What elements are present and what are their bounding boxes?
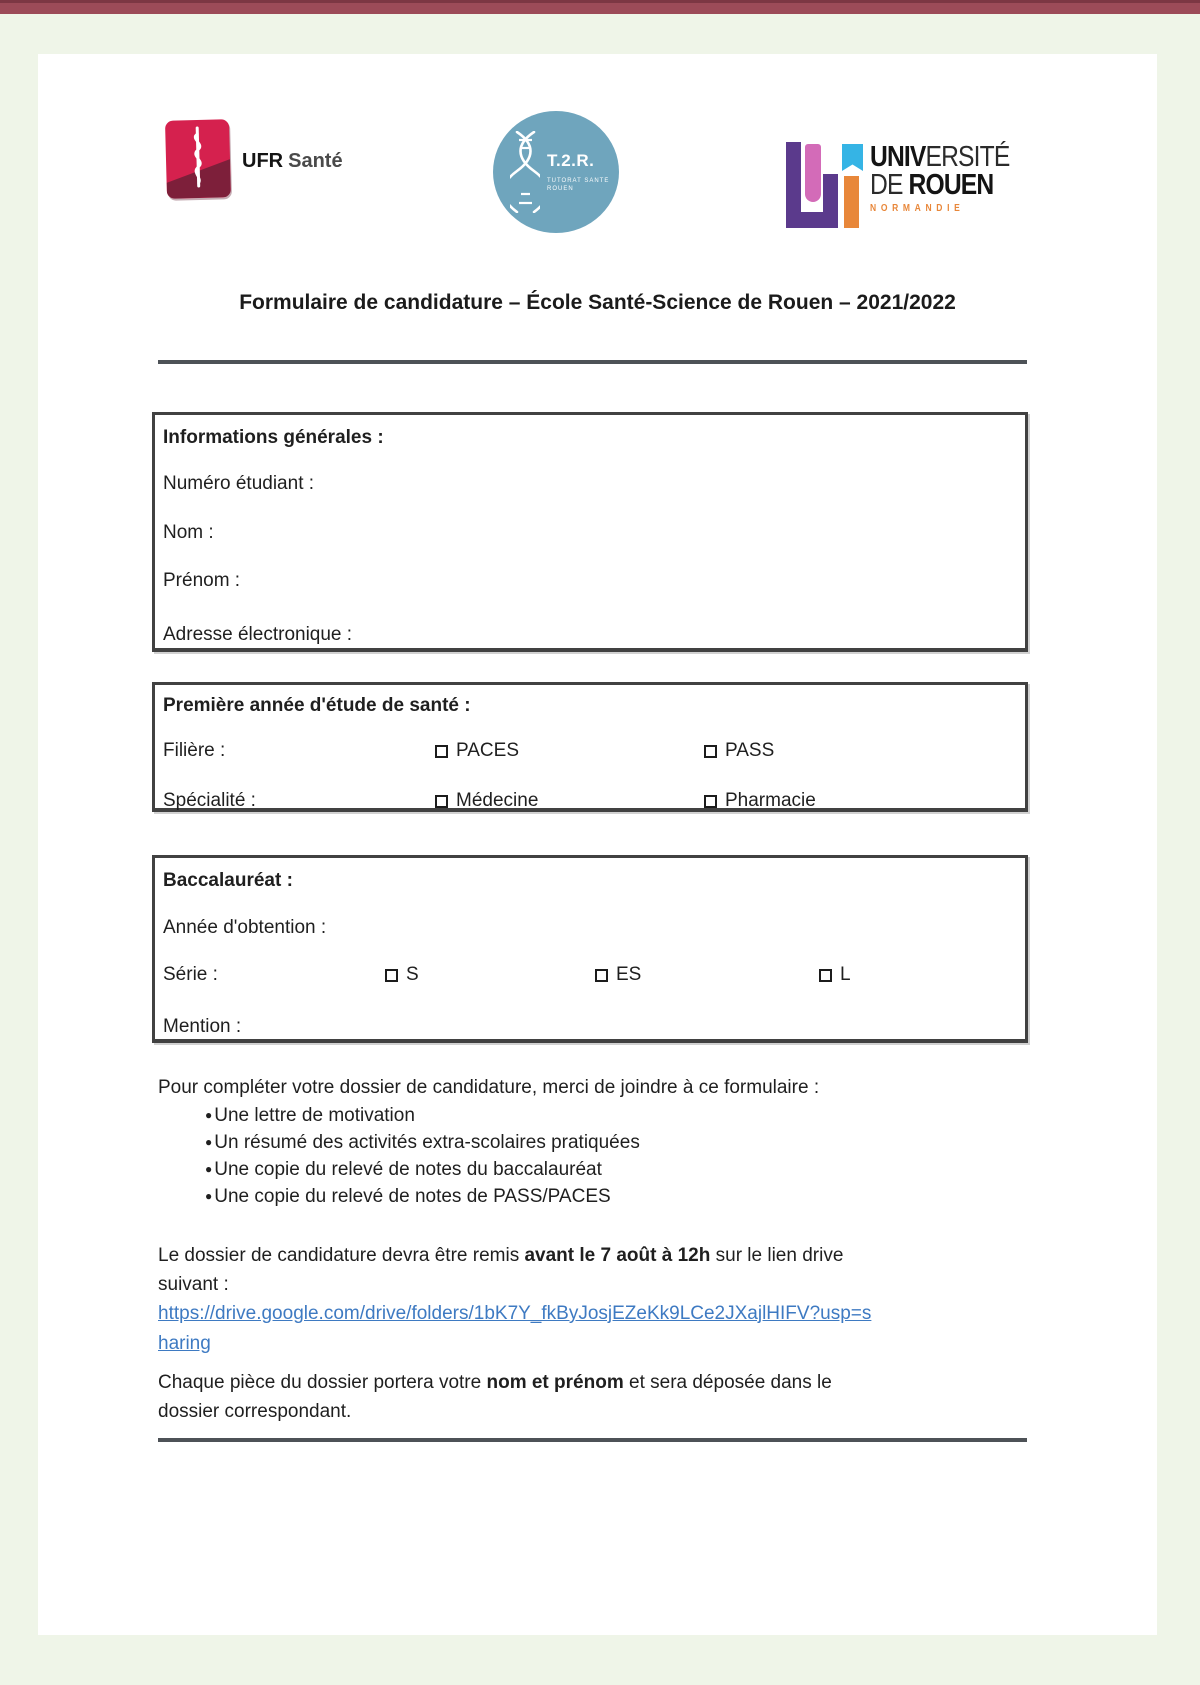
ufr-sante-logo (166, 120, 343, 198)
filiere-row (155, 740, 1025, 766)
field-label-numero-etudiant: Numéro étudiant : (163, 473, 315, 494)
option-label: S (406, 964, 419, 985)
top-bar (0, 0, 1200, 14)
ufr-logo-text: UFR Santé (242, 149, 343, 172)
bottom-divider (158, 1438, 1027, 1442)
page-title: Formulaire de candidature – École Santé-Science de Rouen – 2021/2022 (239, 291, 956, 314)
baccalaureat-section (152, 855, 1028, 1043)
option-es (595, 964, 641, 986)
list-item: ● Une copie du relevé de notes de PASS/PACES (205, 1186, 611, 1207)
option-pass (704, 740, 774, 762)
drive-link[interactable]: https://drive.google.com/drive/folders/1bK7Y_fkByJosjEZeKk9LCe2JXajlHIFV?usp=s haring (158, 1303, 872, 1354)
submission-paragraph: Le dossier de candidature devra être remis avant le 7 août à 12h sur le lien drive suivant : https://drive.google.com/drive/folders/1bK7Y_fkByJosjEZeKk9LCe2JXajlHIFV?usp=s haring (158, 1245, 872, 1354)
option-pharmacie (704, 790, 816, 812)
title-divider (158, 360, 1027, 364)
field-label-prenom: Prénom : (163, 570, 241, 591)
option-label: PASS (725, 740, 775, 761)
checkbox-icon (435, 745, 448, 758)
field-label-annee-obtention: Année d'obtention : (163, 917, 327, 938)
serie-row (155, 964, 1025, 990)
attachments-list (205, 1102, 640, 1210)
option-paces (435, 740, 519, 762)
option-medecine (435, 790, 538, 812)
list-item: ● Une lettre de motivation (205, 1105, 415, 1126)
note-paragraph: Chaque pièce du dossier portera votre nom et prénom et sera déposée dans le dossier correspondant. (158, 1372, 832, 1422)
field-label-adresse-electronique: Adresse électronique : (163, 624, 353, 645)
checkbox-icon (704, 795, 717, 808)
general-info-section (152, 412, 1028, 652)
section-heading: Première année d'étude de santé : (163, 695, 471, 716)
field-label-filiere: Filière : (163, 740, 226, 761)
checkbox-icon (385, 969, 398, 982)
dna-helix-icon (510, 131, 540, 213)
checkbox-icon (595, 969, 608, 982)
t2r-logo-text: T.2.R. TUTORAT SANTÉ ROUEN (547, 151, 610, 192)
option-s (385, 964, 419, 986)
first-year-section (152, 682, 1028, 812)
section-heading: Informations générales : (163, 427, 384, 448)
bullet-icon: ● (205, 1108, 213, 1122)
field-label-nom: Nom : (163, 522, 214, 543)
option-label: L (840, 964, 851, 985)
attachments-intro: Pour compléter votre dossier de candidature, merci de joindre à ce formulaire : (158, 1077, 820, 1098)
section-heading: Baccalauréat : (163, 870, 293, 891)
list-item: ● Un résumé des activités extra-scolaires pratiquées (205, 1132, 640, 1153)
option-label: Médecine (456, 790, 539, 811)
option-l (819, 964, 851, 986)
rouen-university-logo (786, 138, 1034, 228)
bullet-icon: ● (205, 1135, 213, 1149)
option-label: PACES (456, 740, 520, 761)
rouen-logo-text: UNIVERSITÉ DE ROUEN NORMANDIE (870, 141, 1010, 214)
checkbox-icon (819, 969, 832, 982)
specialite-row (155, 790, 1025, 816)
bullet-icon: ● (205, 1162, 213, 1176)
ufr-caduceus-icon (165, 119, 231, 199)
checkbox-icon (435, 795, 448, 808)
option-label: ES (616, 964, 642, 985)
checkbox-icon (704, 745, 717, 758)
t2r-logo (493, 111, 619, 233)
field-label-specialite: Spécialité : (163, 790, 256, 811)
rouen-u-icon (786, 138, 864, 228)
field-label-serie: Série : (163, 964, 218, 985)
paper (38, 54, 1157, 1635)
bullet-icon: ● (205, 1189, 213, 1203)
option-label: Pharmacie (725, 790, 816, 811)
list-item: ● Une copie du relevé de notes du baccalauréat (205, 1159, 602, 1180)
field-label-mention: Mention : (163, 1016, 242, 1037)
